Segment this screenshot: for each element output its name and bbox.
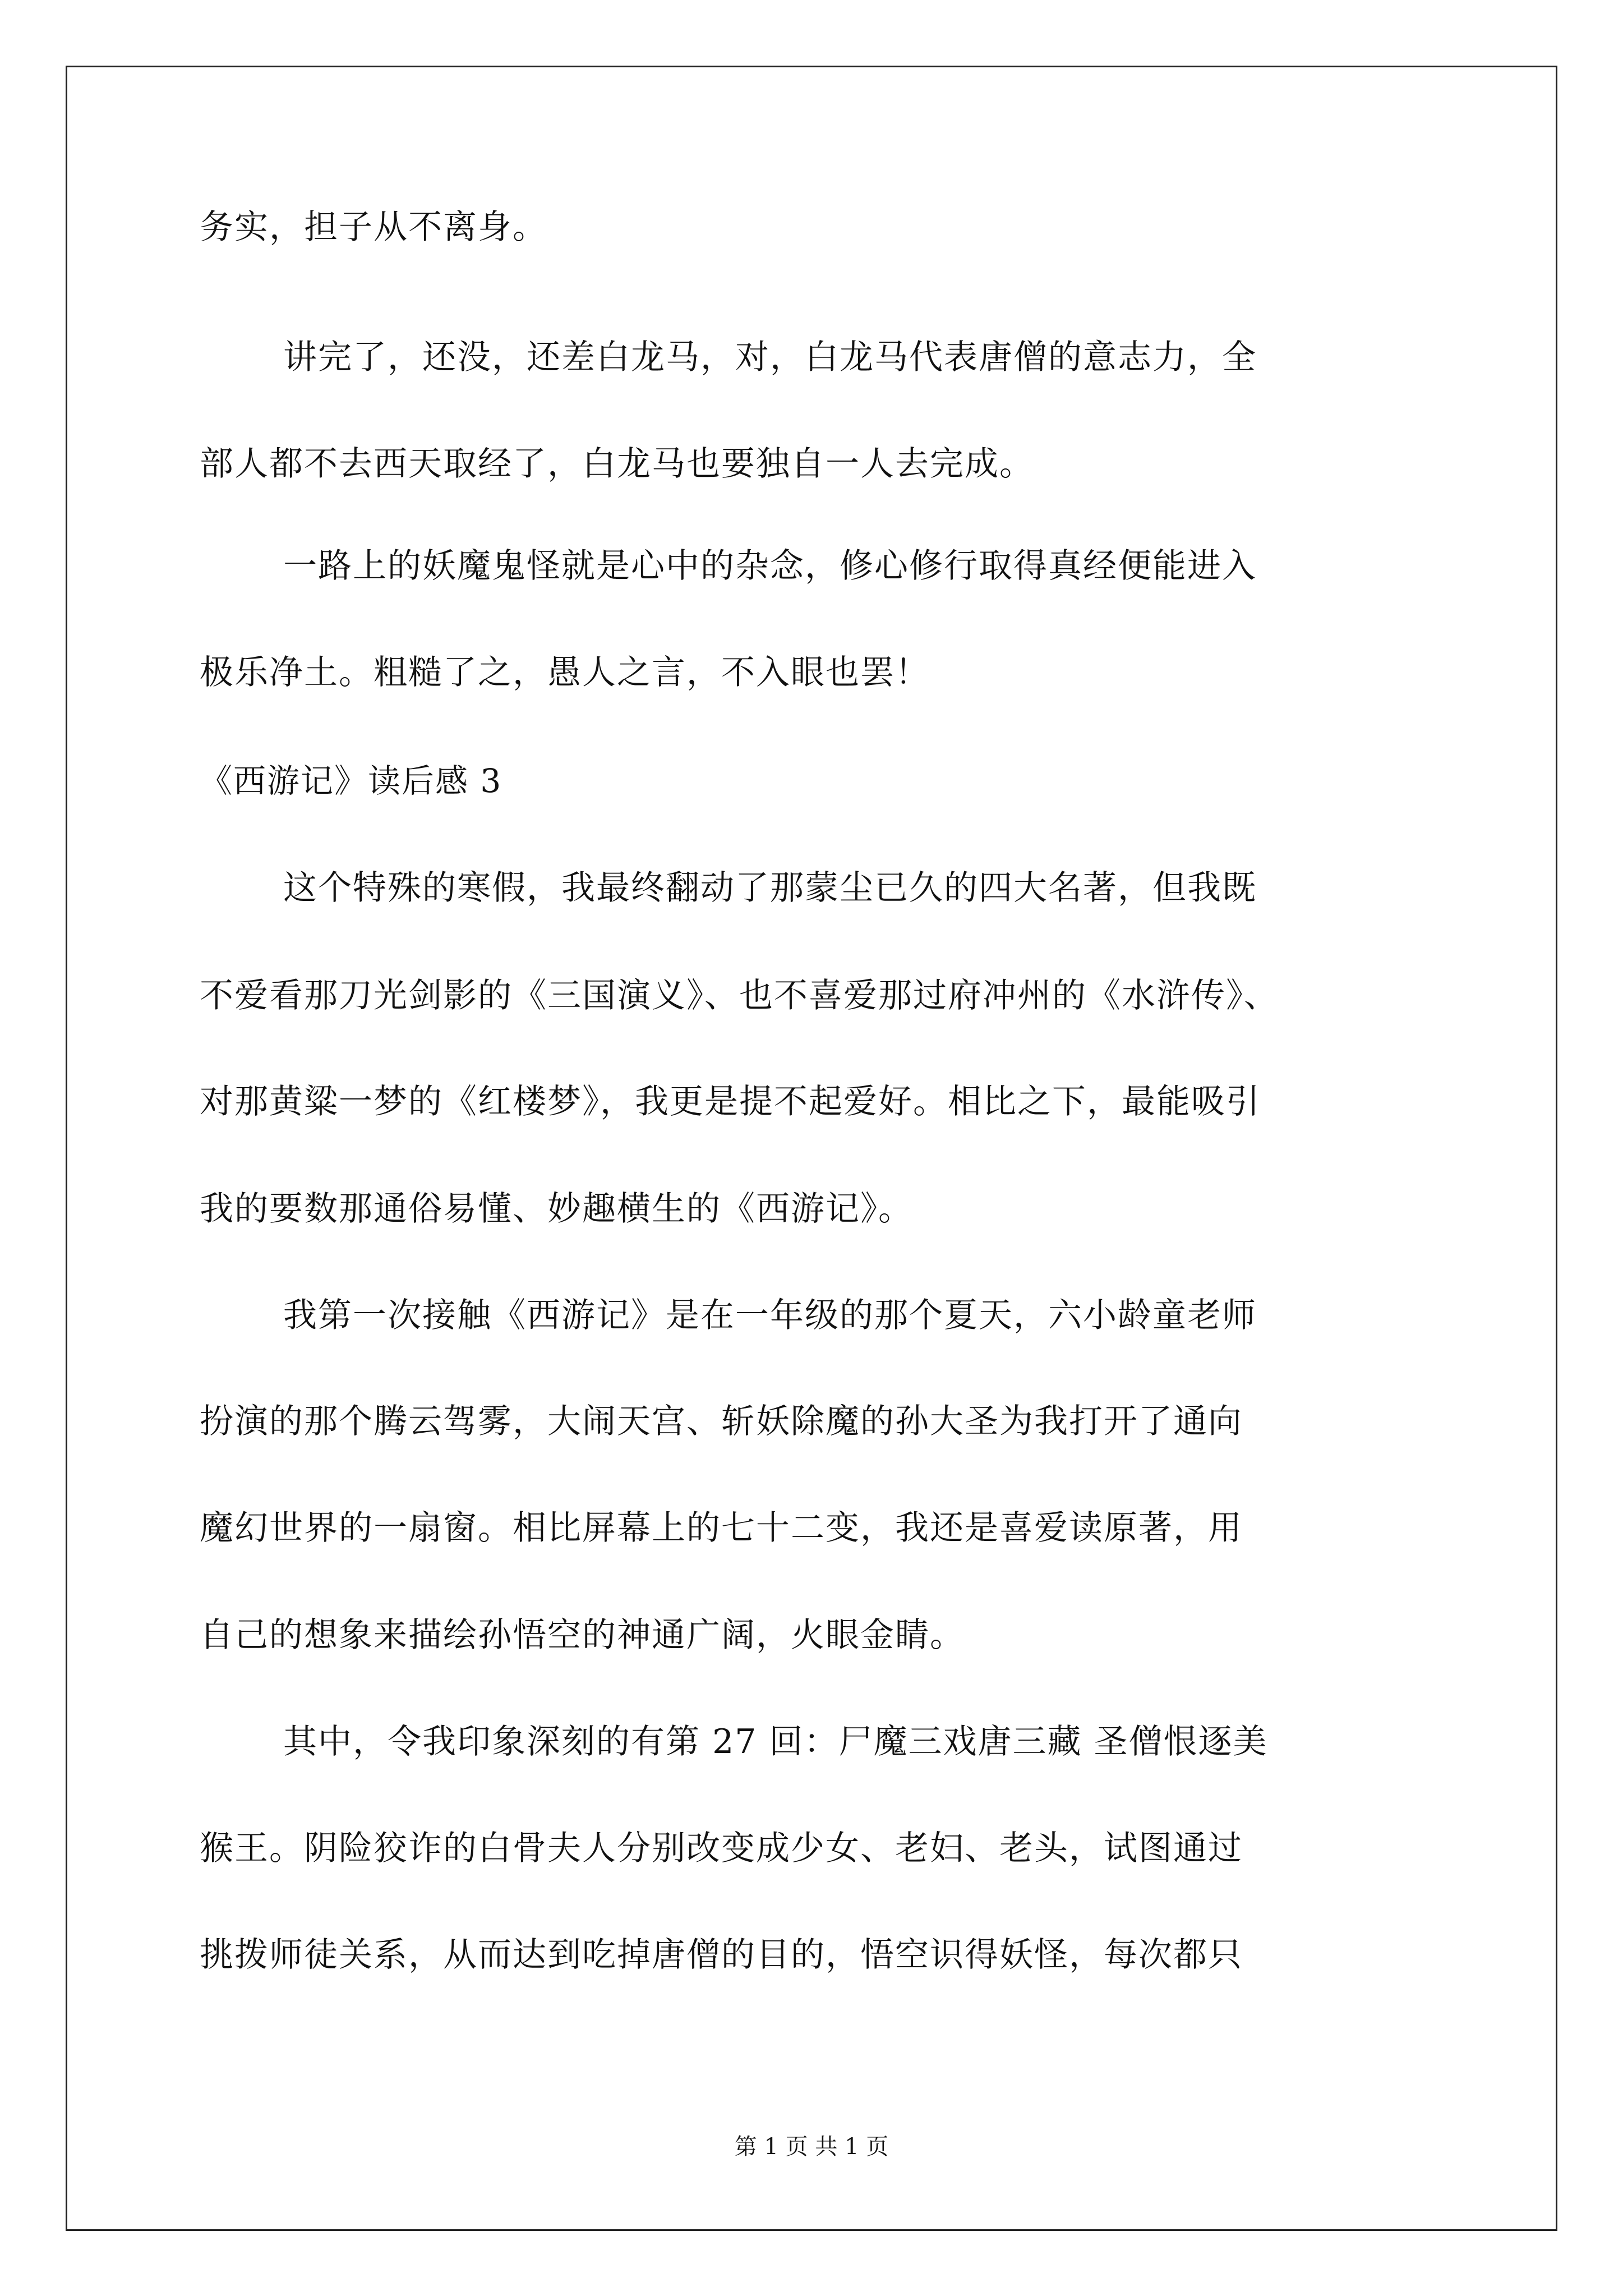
text-line: 部人都不去西天取经了，白龙马也要独自一人去完成。 <box>200 444 1034 484</box>
text-line: 魔幻世界的一扇窗。相比屏幕上的七十二变，我还是喜爱读原著，用 <box>200 1508 1243 1548</box>
page-border <box>66 66 1557 2231</box>
text-line: 猴王。阴险狡诈的白骨夫人分别改变成少女、老妇、老头，试图通过 <box>200 1829 1243 1868</box>
text-line: 扮演的那个腾云驾雾，大闹天宫、斩妖除魔的孙大圣为我打开了通向 <box>200 1402 1243 1441</box>
text-line: 挑拨师徒关系，从而达到吃掉唐僧的目的，悟空识得妖怪，每次都只 <box>200 1935 1243 1975</box>
text-line: 务实，担子从不离身。 <box>200 208 547 247</box>
text-line: 对那黄粱一梦的《红楼梦》，我更是提不起爱好。相比之下，最能吸引 <box>200 1082 1261 1121</box>
page-footer: 第 1 页 共 1 页 <box>734 2134 889 2160</box>
text-line: 讲完了，还没，还差白龙马，对，白龙马代表唐僧的意志力，全 <box>283 338 1257 377</box>
section-heading: 《西游记》读后感 3 <box>200 762 502 800</box>
text-line: 不爱看那刀光剑影的《三国演义》、也不喜爱那过府冲州的《水浒传》、 <box>200 976 1279 1015</box>
text-line: 我的要数那通俗易懂、妙趣横生的《西游记》。 <box>200 1189 913 1228</box>
text-line: 一路上的妖魔鬼怪就是心中的杂念，修心修行取得真经便能进入 <box>283 546 1257 586</box>
text-line: 极乐净土。粗糙了之，愚人之言，不入眼也罢！ <box>200 653 930 692</box>
text-line: 我第一次接触《西游记》是在一年级的那个夏天，六小龄童老师 <box>283 1296 1257 1335</box>
text-line: 这个特殊的寒假，我最终翻动了那蒙尘已久的四大名著，但我既 <box>283 868 1257 908</box>
text-line: 自己的想象来描绘孙悟空的神通广阔，火眼金睛。 <box>200 1616 965 1655</box>
text-line: 其中，令我印象深刻的有第 27 回：尸魔三戏唐三藏 圣僧恨逐美 <box>283 1722 1268 1761</box>
